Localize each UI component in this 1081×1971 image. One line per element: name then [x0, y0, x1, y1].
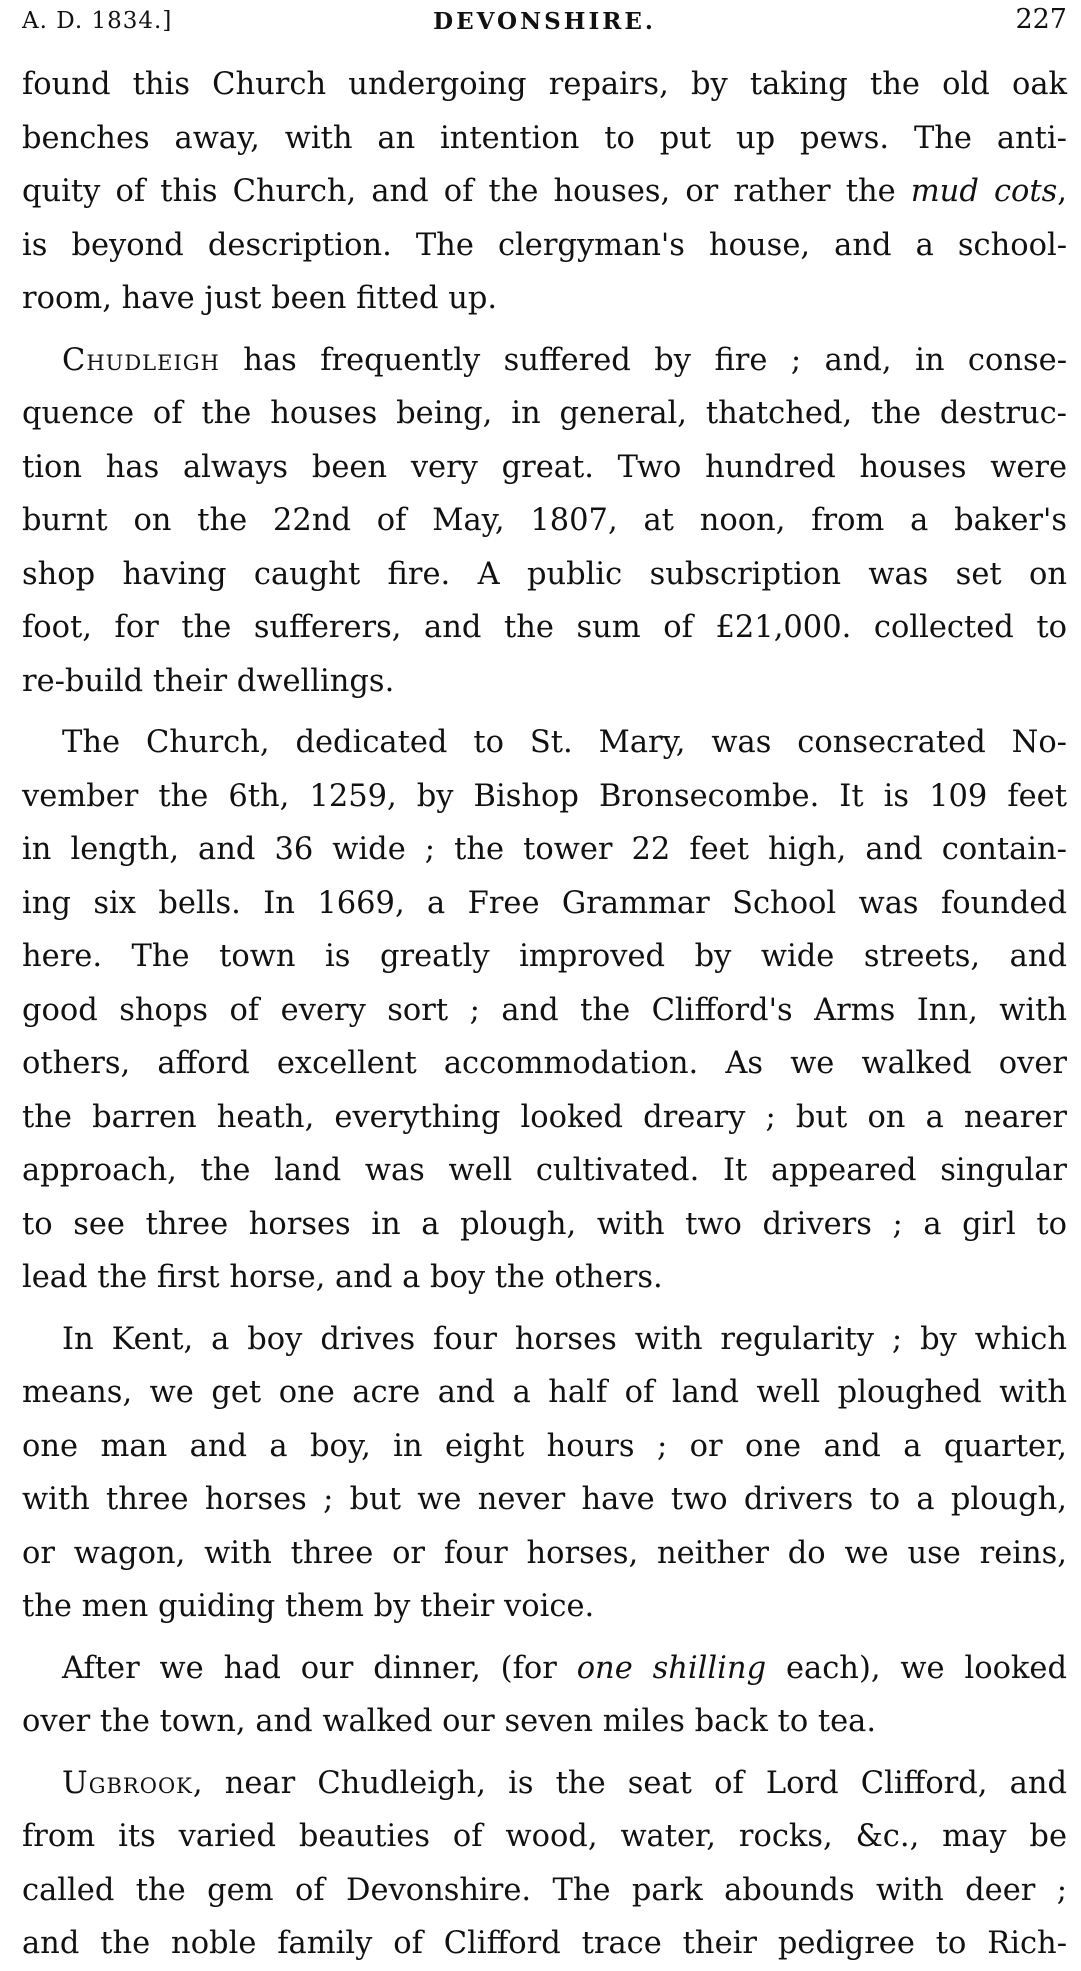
text-line: Ugbrook, near Chudleigh, is the seat of Lord Clifford, and: [62, 1765, 1067, 1801]
text-line: benches away, with an intention to put up pews. The anti-: [22, 120, 1067, 156]
text-line: the men guiding them by their voice.: [22, 1589, 595, 1624]
italic-phrase: mud cots: [910, 174, 1058, 209]
place-name: Chudleigh: [62, 342, 220, 378]
text-line: The Church, dedicated to St. Mary, was consecrated No-: [62, 725, 1067, 760]
place-name: Ugbrook: [62, 1765, 193, 1801]
text-line: ing six bells. In 1669, a Free Grammar School was founded: [22, 885, 1067, 921]
text-line: shop having caught fire. A public subscription was set on: [22, 556, 1067, 592]
paragraph: [22, 334, 1067, 709]
text-line: over the town, and walked our seven miles back to tea.: [22, 1704, 877, 1739]
text-line: re-build their dwellings.: [22, 663, 395, 699]
text-line: others, afford excellent accommodation. As we walked over: [22, 1046, 1067, 1081]
text-line: called the gem of Devonshire. The park abounds with deer ;: [22, 1872, 1067, 1908]
text-line: good shops of every sort ; and the Clifford's Arms Inn, with: [22, 992, 1067, 1028]
text-line: After we had our dinner, (for one shilling each), we looked: [62, 1650, 1067, 1686]
text-line: and the noble family of Clifford trace their pedigree to Rich-: [22, 1926, 1067, 1961]
text-line: In Kent, a boy drives four horses with regularity ; by which: [62, 1321, 1067, 1357]
text-line: found this Church undergoing repairs, by taking the old oak: [22, 67, 1067, 102]
text-line: burnt on the 22nd of May, 1807, at noon, from a baker's: [22, 503, 1067, 538]
paragraph: [22, 716, 1067, 1305]
text-line: to see three horses in a plough, with two drivers ; a girl to: [22, 1206, 1067, 1242]
paragraph: [22, 58, 1067, 326]
text-line: from its varied beauties of wood, water, rocks, &c., may be: [22, 1819, 1067, 1854]
paragraph: [22, 1757, 1067, 1971]
text-line: lead the first horse, and a boy the others.: [22, 1260, 663, 1295]
italic-phrase: one shilling: [576, 1650, 767, 1686]
running-head-date: A. D. 1834.]: [22, 8, 173, 34]
text-line: vember the 6th, 1259, by Bishop Bronsecombe. It is 109 feet: [22, 778, 1067, 814]
text-line: quence of the houses being, in general, thatched, the destruc-: [22, 396, 1067, 431]
running-head-title: DEVONSHIRE.: [433, 8, 656, 35]
text-line: one man and a boy, in eight hours ; or one and a quarter,: [22, 1428, 1067, 1464]
text-line: or wagon, with three or four horses, neither do we use reins,: [22, 1535, 1067, 1571]
text-line: tion has always been very great. Two hundred houses were: [22, 449, 1067, 485]
page-header: [22, 2, 1067, 42]
text-line: means, we get one acre and a half of land well ploughed with: [22, 1375, 1067, 1410]
text-line: is beyond description. The clergyman's house, and a school-: [22, 227, 1067, 263]
text-line: foot, for the sufferers, and the sum of £21,000. collected to: [22, 610, 1067, 645]
page-number: 227: [1015, 4, 1067, 35]
text-line: quity of this Church, and of the houses, or rather the mud cots,: [22, 174, 1067, 209]
text-line: the barren heath, everything looked dreary ; but on a nearer: [22, 1099, 1067, 1135]
text-line: with three horses ; but we never have two drivers to a plough,: [22, 1482, 1067, 1517]
paragraph: [22, 1642, 1067, 1749]
paragraph: [22, 1313, 1067, 1634]
text-line: here. The town is greatly improved by wide streets, and: [22, 939, 1067, 974]
text-line: in length, and 36 wide ; the tower 22 feet high, and contain-: [22, 832, 1067, 867]
text-line: approach, the land was well cultivated. It appeared singular: [22, 1153, 1067, 1188]
page-body: [22, 58, 1067, 1971]
text-line: Chudleigh has frequently suffered by fire ; and, in conse-: [62, 342, 1067, 378]
text-line: room, have just been fitted up.: [22, 281, 498, 316]
